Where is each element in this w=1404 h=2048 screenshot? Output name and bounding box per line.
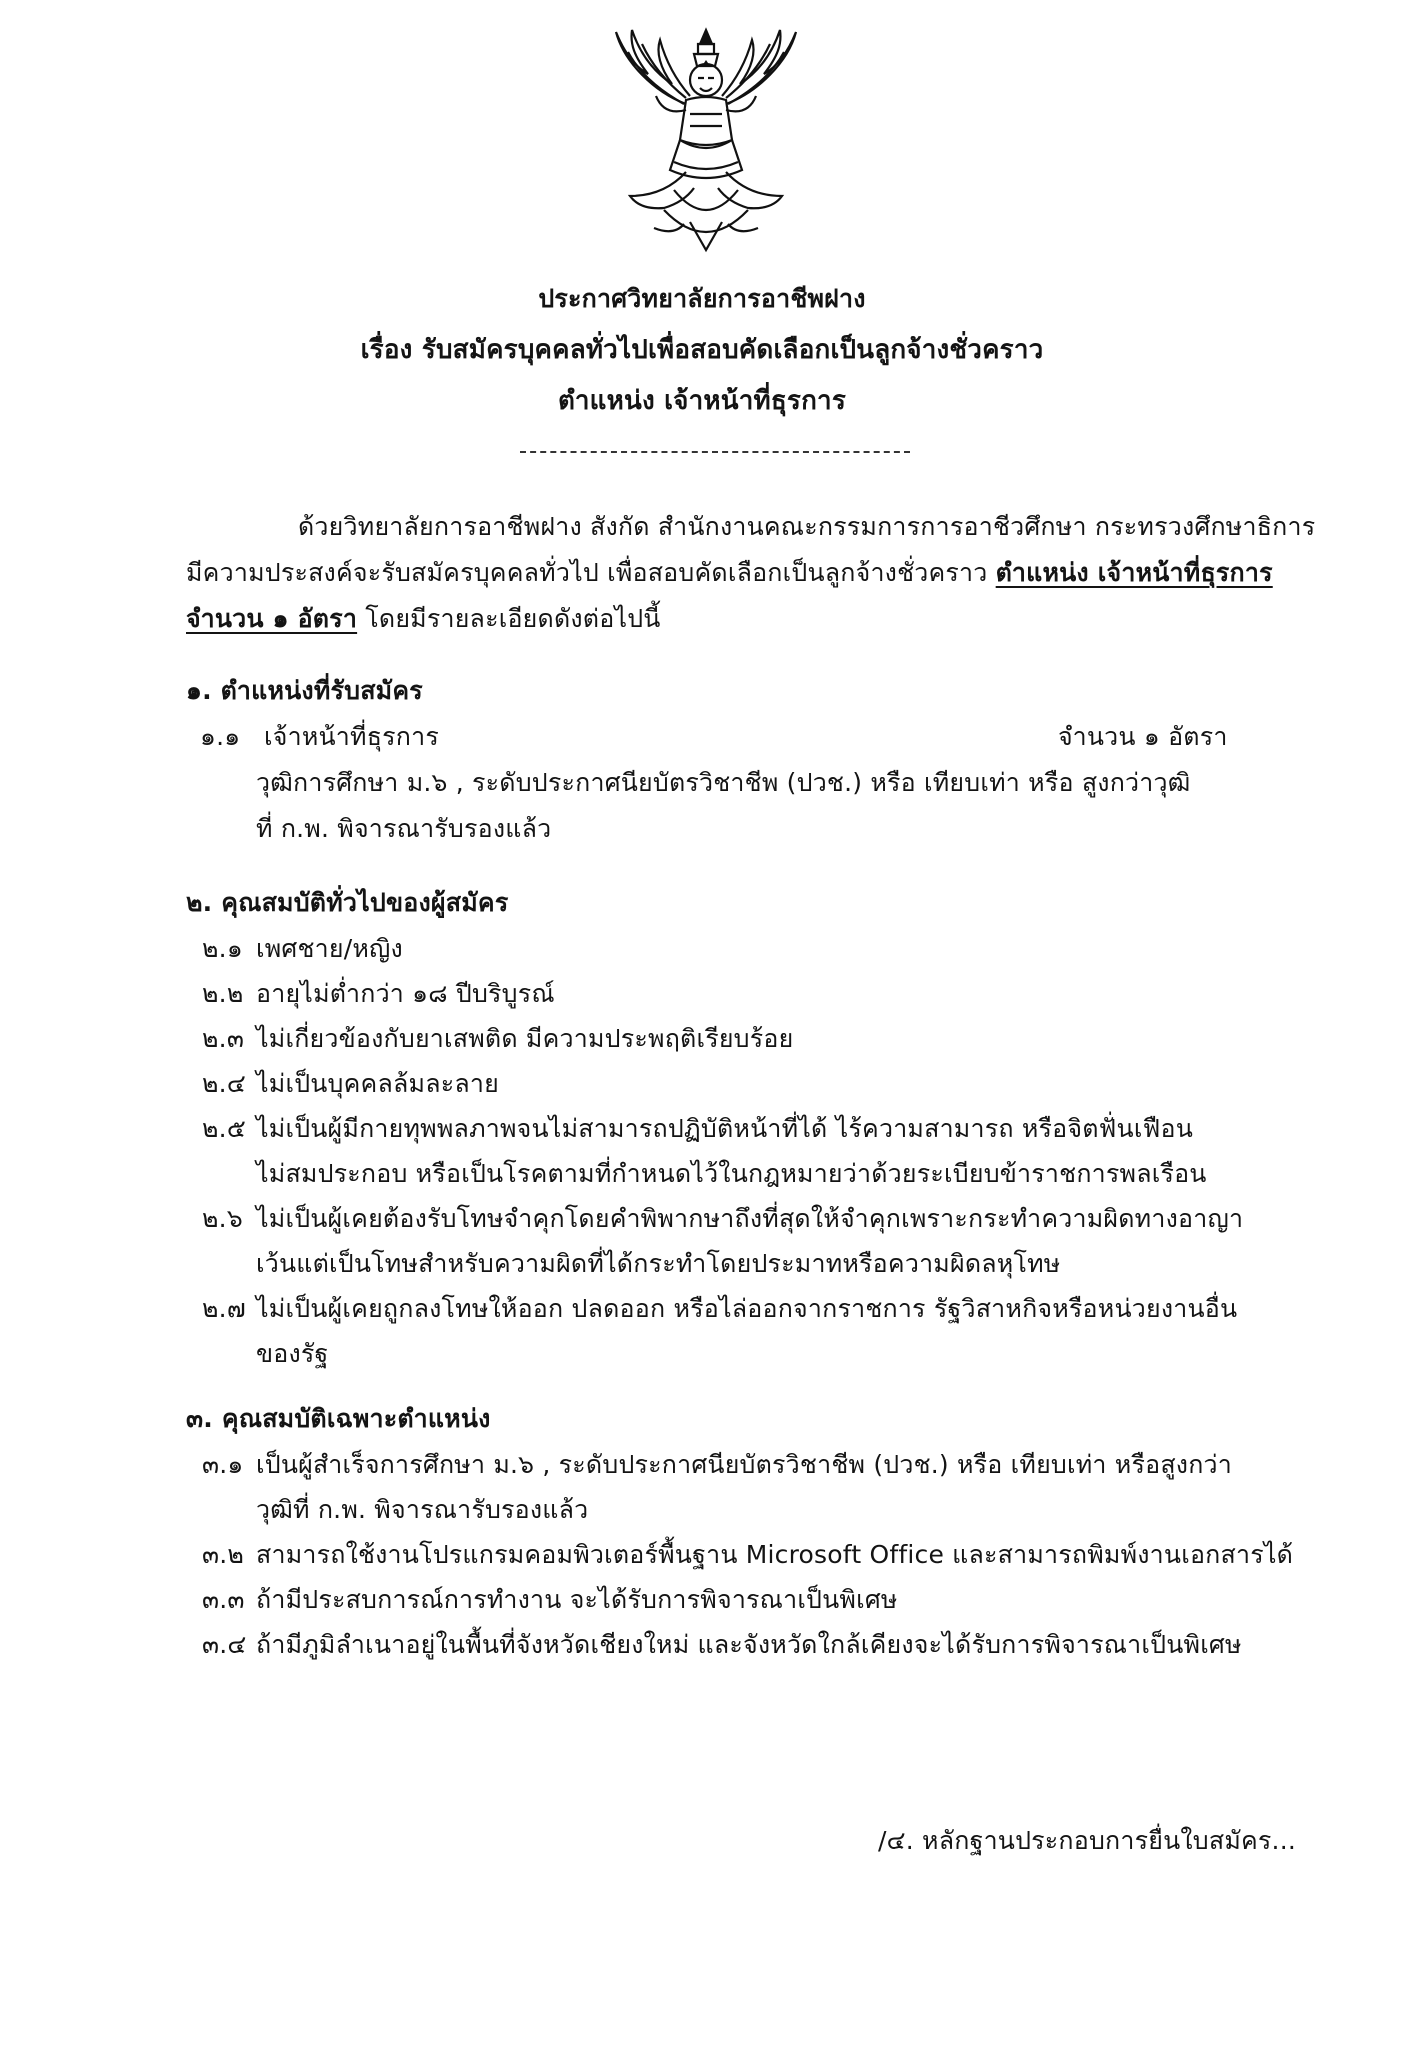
list-item-number: ๒.๕	[202, 1114, 246, 1143]
section-1-qualification-line-1: วุฒิการศึกษา ม.๖ , ระดับประกาศนียบัตรวิชาชีพ (ปวช.) หรือ เทียบเท่า หรือ สูงกว่าวุฒิ	[256, 768, 1191, 797]
section-1-item-number: ๑.๑	[200, 722, 241, 751]
section-1-item-count: จำนวน ๑ อัตรา	[1058, 722, 1228, 751]
list-item: ไม่เป็นผู้มีกายทุพพลภาพจนไม่สามารถปฏิบัติหน้าที่ได้ ไร้ความสามารถ หรือจิตฟั่นเฟือน	[256, 1114, 1193, 1143]
section-1-item-title: เจ้าหน้าที่ธุรการ	[264, 722, 440, 751]
header-line-1: ประกาศวิทยาลัยการอาชีพฝาง	[538, 284, 866, 313]
list-item-continuation: วุฒิที่ ก.พ. พิจารณารับรองแล้ว	[256, 1495, 589, 1524]
header-divider	[520, 451, 910, 453]
list-item-number: ๒.๗	[202, 1294, 246, 1323]
list-item: ถ้ามีประสบการณ์การทำงาน จะได้รับการพิจารณาเป็นพิเศษ	[256, 1585, 898, 1614]
section-1-qualification-line-2: ที่ ก.พ. พิจารณารับรองแล้ว	[256, 814, 552, 843]
list-item: ไม่เกี่ยวข้องกับยาเสพติด มีความประพฤติเรียบร้อย	[256, 1024, 794, 1053]
list-item: เป็นผู้สำเร็จการศึกษา ม.๖ , ระดับประกาศนียบัตรวิชาชีพ (ปวช.) หรือ เทียบเท่า หรือสูงกว่า	[256, 1450, 1233, 1479]
page-continuation-note: /๔. หลักฐานประกอบการยื่นใบสมัคร...	[878, 1826, 1296, 1855]
list-item-continuation: เว้นแต่เป็นโทษสำหรับความผิดที่ได้กระทำโดยประมาทหรือความผิดลหุโทษ	[256, 1249, 1061, 1278]
list-item: สามารถใช้งานโปรแกรมคอมพิวเตอร์พื้นฐาน Microsoft Office และสามารถพิมพ์งานเอกสารได้	[256, 1540, 1294, 1569]
section-1-heading: ๑. ตำแหน่งที่รับสมัคร	[186, 676, 423, 705]
list-item: เพศชาย/หญิง	[256, 934, 403, 963]
list-item: ไม่เป็นผู้เคยต้องรับโทษจำคุกโดยคำพิพากษาถึงที่สุดให้จำคุกเพราะกระทำความผิดทางอาญา	[256, 1204, 1244, 1233]
list-item-number: ๒.๑	[202, 934, 243, 963]
list-item-continuation: ของรัฐ	[256, 1339, 329, 1368]
list-item-continuation: ไม่สมประกอบ หรือเป็นโรคตามที่กำหนดไว้ในกฎหมายว่าด้วยระเบียบข้าราชการพลเรือน	[256, 1159, 1207, 1188]
intro-count-highlight: จำนวน ๑ อัตรา	[186, 604, 358, 633]
list-item-number: ๓.๒	[202, 1540, 245, 1569]
intro-line-2-text: มีความประสงค์จะรับสมัครบุคคลทั่วไป เพื่อสอบคัดเลือกเป็นลูกจ้างชั่วคราว	[186, 558, 996, 587]
intro-line-3-text: โดยมีรายละเอียดดังต่อไปนี้	[357, 604, 661, 633]
list-item: ไม่เป็นบุคคลล้มละลาย	[256, 1069, 499, 1098]
header-line-2: เรื่อง รับสมัครบุคคลทั่วไปเพื่อสอบคัดเลือกเป็นลูกจ้างชั่วคราว	[360, 335, 1044, 365]
list-item-number: ๓.๓	[202, 1585, 245, 1614]
list-item: อายุไม่ต่ำกว่า ๑๘ ปีบริบูรณ์	[256, 979, 555, 1008]
header-line-3: ตำแหน่ง เจ้าหน้าที่ธุรการ	[557, 386, 846, 416]
section-2-heading: ๒. คุณสมบัติทั่วไปของผู้สมัคร	[186, 888, 509, 917]
list-item-number: ๓.๔	[202, 1630, 247, 1659]
intro-line-3	[186, 604, 661, 634]
list-item: ไม่เป็นผู้เคยถูกลงโทษให้ออก ปลดออก หรือไล่ออกจากราชการ รัฐวิสาหกิจหรือหน่วยงานอื่น	[256, 1294, 1238, 1323]
intro-line-2	[186, 558, 1273, 588]
list-item-number: ๒.๒	[202, 979, 244, 1008]
intro-position-highlight: ตำแหน่ง เจ้าหน้าที่ธุรการ	[995, 558, 1273, 587]
list-item-number: ๒.๓	[202, 1024, 245, 1053]
list-item-number: ๓.๑	[202, 1450, 244, 1479]
section-3-heading: ๓. คุณสมบัติเฉพาะตำแหน่ง	[186, 1404, 491, 1433]
list-item-number: ๒.๖	[202, 1204, 243, 1233]
list-item-number: ๒.๔	[202, 1069, 246, 1098]
list-item: ถ้ามีภูมิลำเนาอยู่ในพื้นที่จังหวัดเชียงใหม่ และจังหวัดใกล้เคียงจะได้รับการพิจารณาเป็นพิเศษ	[256, 1630, 1242, 1659]
intro-line-1: ด้วยวิทยาลัยการอาชีพฝาง สังกัด สำนักงานคณะกรรมการการอาชีวศึกษา กระทรวงศึกษาธิการ	[298, 512, 1316, 541]
garuda-emblem-icon	[594, 22, 818, 262]
